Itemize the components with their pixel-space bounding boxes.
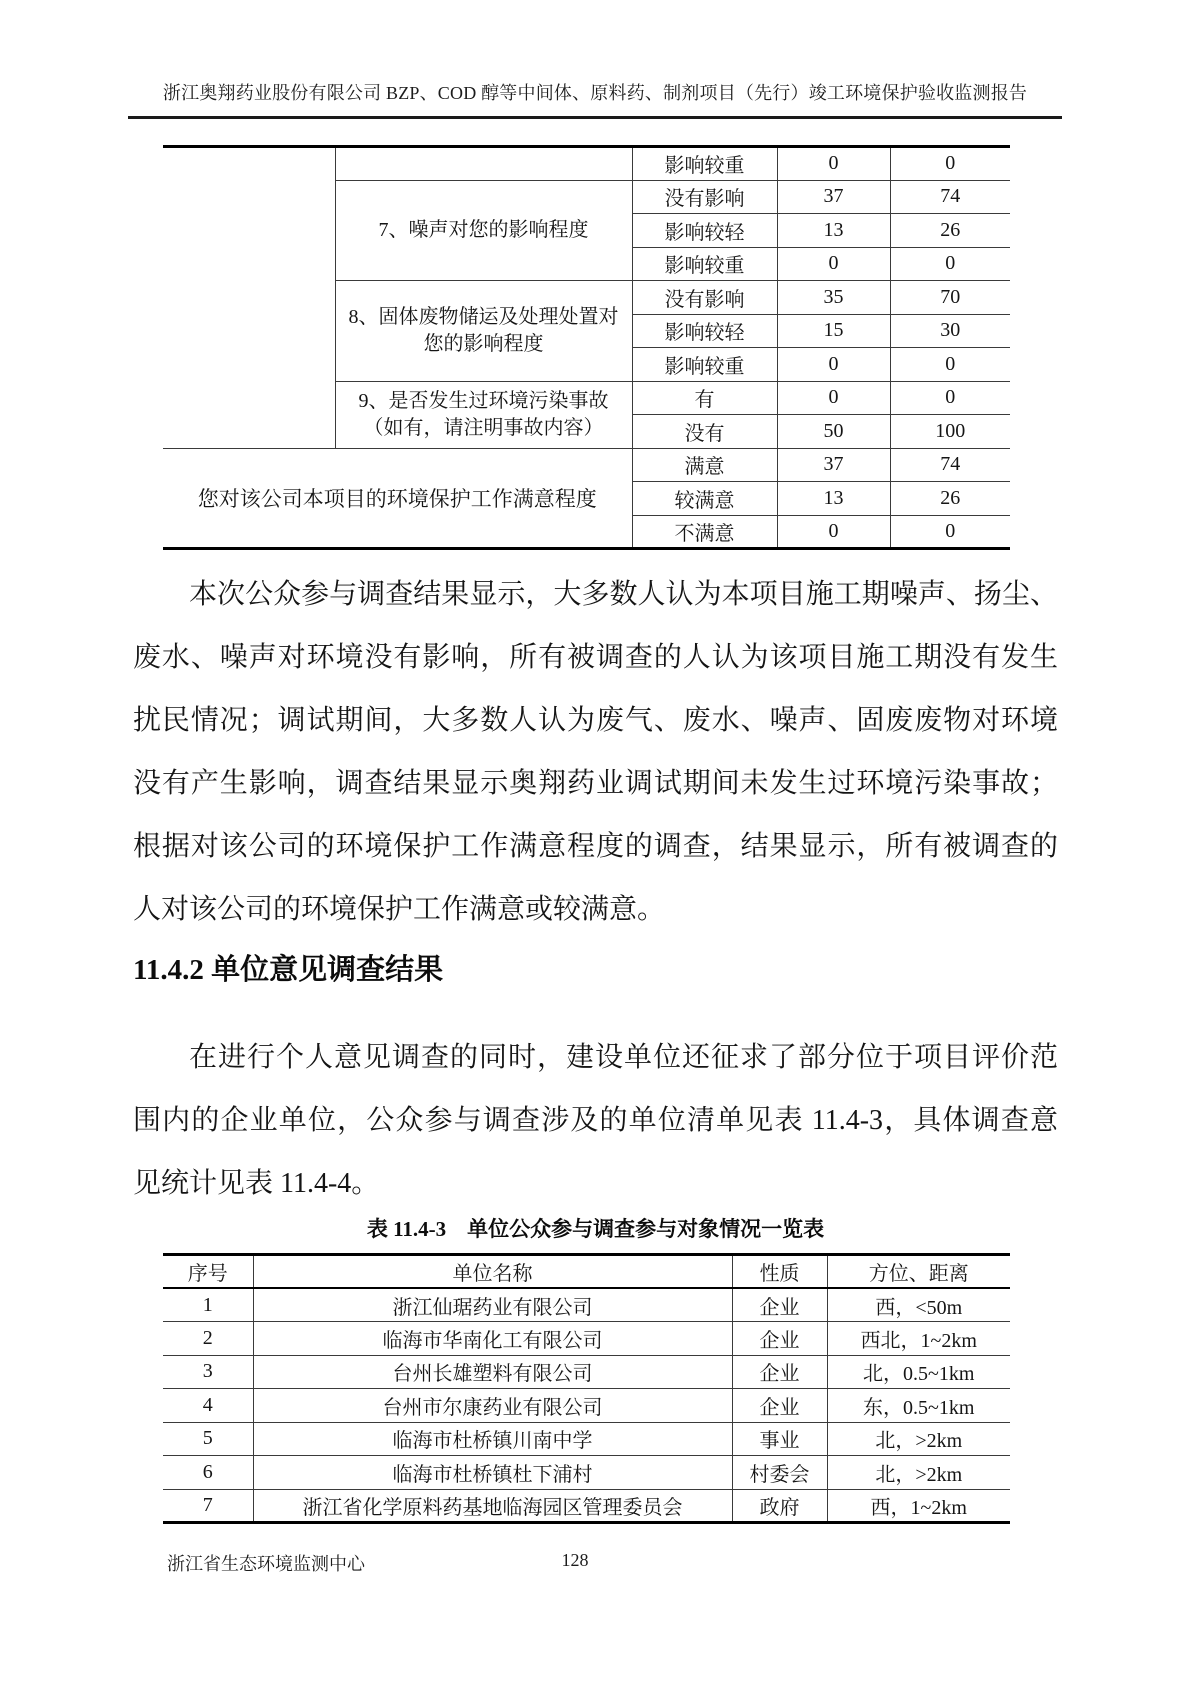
type-cell: 企业 [732,1322,827,1356]
paragraph-line: 扰民情况；调试期间，大多数人认为废气、废水、噪声、固废废物对环境 [133,705,1058,736]
percent-cell: 100 [890,415,1010,449]
answer-cell: 影响较重 [632,348,777,382]
section-heading: 11.4.2 单位意见调查结果 [133,954,444,986]
unit-name-cell: 临海市杜桥镇杜下浦村 [253,1456,732,1490]
paragraph-line: 废水、噪声对环境没有影响，所有被调查的人认为该项目施工期没有发生 [133,642,1058,673]
column-header: 单位名称 [253,1255,732,1289]
percent-cell: 74 [890,180,1010,214]
column-header: 性质 [732,1255,827,1289]
type-cell: 企业 [732,1355,827,1389]
answer-cell: 影响较重 [632,247,777,281]
table-row [163,1489,1010,1523]
paragraph-line: 在进行个人意见调查的同时，建设单位还征求了部分位于项目评价范 [189,1042,1058,1073]
no-cell: 3 [163,1355,253,1389]
location-cell: 西，1~2km [827,1489,1010,1523]
percent-cell: 0 [890,348,1010,382]
no-cell: 1 [163,1288,253,1322]
continued-group-cell [163,147,335,449]
location-cell: 东，0.5~1km [827,1389,1010,1423]
percent-cell: 30 [890,314,1010,348]
type-cell: 企业 [732,1288,827,1322]
count-cell: 13 [777,214,890,248]
question-cell [335,281,632,382]
table-row [163,1322,1010,1356]
type-cell: 村委会 [732,1456,827,1490]
units-table [163,1253,1010,1524]
survey-results-table [163,145,1010,550]
paragraph-line: 本次公众参与调查结果显示，大多数人认为本项目施工期噪声、扬尘、 [189,579,1058,610]
count-cell: 37 [777,448,890,482]
footer-organization: 浙江省生态环境监测中心 [167,1554,365,1574]
table-caption: 表 11.4-3 单位公众参与调查参与对象情况一览表 [366,1217,825,1241]
table-row [163,1389,1010,1423]
footer-page-number: 128 [561,1550,589,1570]
location-cell: 北，0.5~1km [827,1355,1010,1389]
count-cell: 0 [777,348,890,382]
count-cell: 0 [777,381,890,415]
page-footer [0,1550,1190,1576]
column-header: 序号 [163,1255,253,1289]
unit-name-cell: 台州市尔康药业有限公司 [253,1389,732,1423]
table-row [163,1288,1010,1322]
count-cell: 13 [777,482,890,516]
answer-cell: 较满意 [632,482,777,516]
table-row [163,1355,1010,1389]
type-cell: 事业 [732,1422,827,1456]
answer-cell: 满意 [632,448,777,482]
paragraph-line: 围内的企业单位，公众参与调查涉及的单位清单见表 11.4-3，具体调查意 [133,1105,1058,1136]
type-cell: 企业 [732,1389,827,1423]
table-row [163,448,1010,482]
answer-cell: 有 [632,381,777,415]
no-cell: 2 [163,1322,253,1356]
percent-cell: 70 [890,281,1010,315]
page-header-title: 浙江奥翔药业股份有限公司 BZP、COD 醇等中间体、原料药、制剂项目（先行）竣工环境保护验收监测报告 [128,82,1062,119]
unit-name-cell: 浙江仙琚药业有限公司 [253,1288,732,1322]
type-cell: 政府 [732,1489,827,1523]
paragraph-line: 根据对该公司的环境保护工作满意程度的调查，结果显示，所有被调查的 [133,831,1058,862]
answer-cell: 影响较重 [632,147,777,181]
answer-cell: 没有 [632,415,777,449]
location-cell: 西，<50m [827,1288,1010,1322]
percent-cell: 0 [890,147,1010,181]
answer-cell: 没有影响 [632,281,777,315]
percent-cell: 74 [890,448,1010,482]
no-cell: 7 [163,1489,253,1523]
answer-cell: 没有影响 [632,180,777,214]
answer-cell: 影响较轻 [632,314,777,348]
question-cell: 7、噪声对您的影响程度 [335,180,632,281]
question-cell [335,147,632,181]
no-cell: 6 [163,1456,253,1490]
table-header-row [163,1255,1010,1289]
question-cell [335,381,632,448]
paragraph-survey-summary [133,563,1058,941]
table-row [163,1456,1010,1490]
no-cell: 4 [163,1389,253,1423]
count-cell: 35 [777,281,890,315]
table-row [163,147,1010,181]
count-cell: 15 [777,314,890,348]
location-cell: 西北，1~2km [827,1322,1010,1356]
paragraph-line: 人对该公司的环境保护工作满意或较满意。 [133,894,666,925]
answer-cell: 不满意 [632,515,777,549]
unit-name-cell: 临海市杜桥镇川南中学 [253,1422,732,1456]
paragraph-line: 见统计见表 11.4-4。 [133,1168,380,1199]
percent-cell: 0 [890,381,1010,415]
question-line: 9、是否发生过环境污染事故 [358,389,609,412]
unit-name-cell: 临海市华南化工有限公司 [253,1322,732,1356]
percent-cell: 26 [890,214,1010,248]
count-cell: 50 [777,415,890,449]
column-header: 方位、距离 [827,1255,1010,1289]
count-cell: 37 [777,180,890,214]
percent-cell: 0 [890,247,1010,281]
location-cell: 北，>2km [827,1422,1010,1456]
percent-cell: 26 [890,482,1010,516]
paragraph-line: 没有产生影响，调查结果显示奥翔药业调试期间未发生过环境污染事故； [133,768,1058,799]
percent-cell: 0 [890,515,1010,549]
question-line: （如有，请注明事故内容） [363,416,604,439]
count-cell: 0 [777,147,890,181]
question-line: 8、固体废物储运及处理处置对 [348,305,619,328]
unit-name-cell: 台州长雄塑料有限公司 [253,1355,732,1389]
count-cell: 0 [777,515,890,549]
no-cell: 5 [163,1422,253,1456]
location-cell: 北，>2km [827,1456,1010,1490]
answer-cell: 影响较轻 [632,214,777,248]
unit-name-cell: 浙江省化学原料药基地临海园区管理委员会 [253,1489,732,1523]
table-row [163,1422,1010,1456]
question-line: 您的影响程度 [423,332,544,355]
satisfaction-question-cell: 您对该公司本项目的环境保护工作满意程度 [163,448,632,549]
count-cell: 0 [777,247,890,281]
paragraph-unit-survey-intro [133,1026,1058,1215]
